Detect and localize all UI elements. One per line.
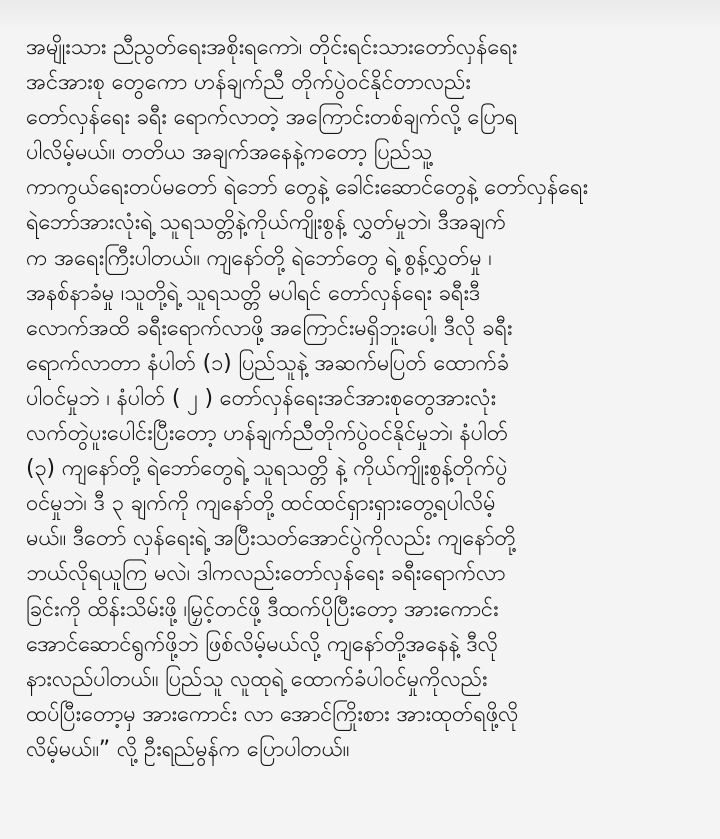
text-line: ထပ်ပြီးတော့မှ အားကောင်း လာ အောင်ကြိုးစား အားထုတ်ရဖို့လို — [26, 701, 519, 727]
text-line: နားလည်ပါတယ်။ ပြည်သူ လူထုရဲ့ ထောက်ခံပါဝင်မှုကိုလည်း — [26, 666, 488, 692]
text-line: ပါဝင်မှုဘဲ ၊ နံပါတ် ( ၂ ) တော်လှန်ရေးအင်အားစုတွေအားလုံး — [26, 385, 497, 411]
text-line: က အရေးကြီးပါတယ်။ ကျနော်တို့ ရဲဘော်တွေ ရဲ့ စွန့်လွှတ်မှု ၊ — [26, 245, 492, 271]
text-line: ပါလိမ့်မယ်။ တတိယ အချက်အနေနဲ့ကတော့ ပြည်သူ့ — [26, 140, 432, 166]
text-line: အင်အားစု တွေကော ဟန်ချက်ညီ တိုက်ပွဲဝင်နိုင်တာလည်း — [26, 70, 471, 96]
text-line: ရောက်လာတာ နံပါတ် (၁) ပြည်သူနဲ့ အဆက်မပြတ် ထောက်ခံ — [26, 350, 509, 376]
text-line: လောက်အထိ ခရီးရောက်လာဖို့ အကြောင်းမရှိဘူးပေါ့၊ ဒီလို ခရီး — [26, 315, 513, 341]
article-body — [26, 30, 694, 767]
text-line: လိမ့်မယ်။” လို့ ဦးရည်မွန်က ပြောပါတယ်။ — [26, 736, 350, 762]
text-line: အနစ်နာခံမှု ၊သူတို့ရဲ့ သူရသတ္တိ မပါရင် တော်လှန်ရေး ခရီးဒီ — [26, 280, 481, 306]
text-line: တော်လှန်ရေး ခရီး ရောက်လာတဲ့ အကြောင်းတစ်ချက်လို့ ပြောရ — [26, 105, 518, 131]
text-line: မယ်။ ဒီတော် လှန်ရေးရဲ့ အပြီးသတ်အောင်ပွဲကိုလည်း ကျနော်တို့ — [26, 526, 516, 552]
text-line: အမျိုးသား ညီညွတ်ရေးအစိုးရကောဲ၊ တိုင်းရင်းသားတော်လှန်ရေး — [26, 35, 518, 60]
text-line: ရဲဘော်အားလုံးရဲ့ သူရသတ္တိနဲ့ကိုယ်ကျိုးစွန့် လွှတ်မှုဘဲ၊ ဒီအချက် — [26, 210, 506, 236]
text-line: (၃) ကျနော်တို့ ရဲဘော်တွေရဲ့ သူရသတ္တိ နဲ့ ကိုယ်ကျိုးစွန့်တိုက်ပွဲ — [26, 456, 508, 482]
text-line: လက်တွဲပူးပေါင်းပြီးတော့ ဟန်ချက်ညီတိုက်ပွဲဝင်နိုင်မှုဘဲ၊ နံပါတ် — [26, 421, 508, 447]
text-line: အောင်ဆောင်ရွက်ဖို့ဘဲ ဖြစ်လိမ့်မယ်လို့ ကျနော်တို့အနေနဲ့ ဒီလို — [26, 631, 499, 657]
text-line: ကာကွယ်ရေးတပ်မတော် ရဲဘော် တွေနဲ့ ခေါင်းဆောင်တွေနဲ့ တော်လှန်ရေး — [26, 175, 589, 201]
text-line: ဘယ်လိုရယူကြ မလဲ၊ ဒါကလည်းတော်လှန်ရေး ခရီးရောက်လာ — [26, 561, 506, 587]
top-shadow — [0, 0, 720, 30]
text-line: ဝင်မှုဘဲ၊ ဒီ ၃ ချက်ကို ကျနော်တို့ ထင်ထင်ရှားရှားတွေ့ရပါလိမ့် — [26, 491, 496, 517]
text-line: ခြင်းကို ထိန်းသိမ်းဖို့ ၊မြှင့်တင်ဖို့ ဒီထက်ပိုပြီးတော့ အားကောင်း — [26, 596, 499, 622]
